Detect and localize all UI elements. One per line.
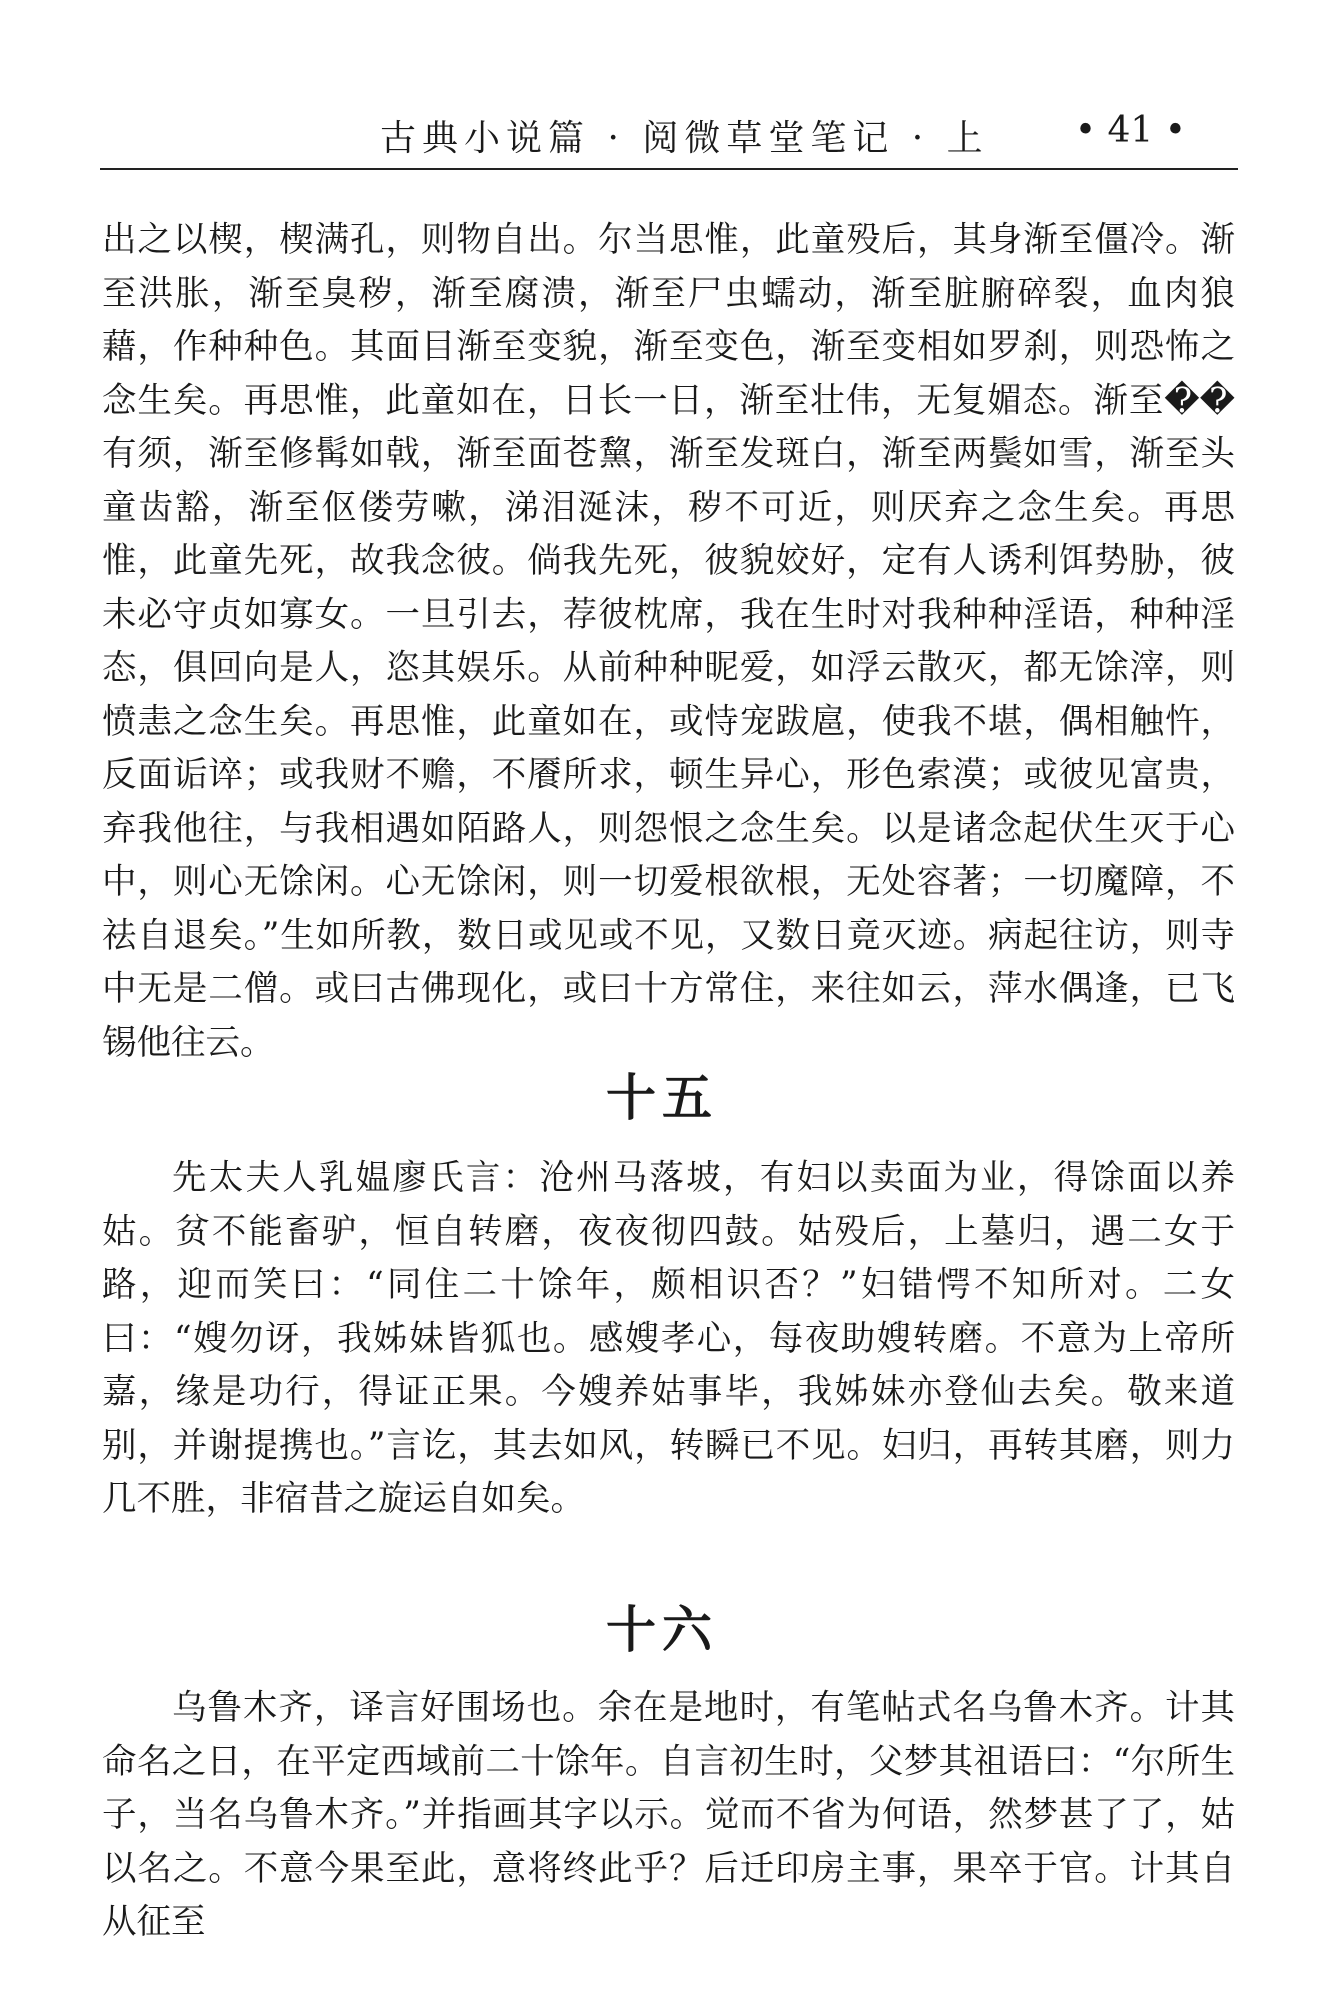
paragraph-continued: 出之以楔，楔满孔，则物自出。尔当思惟，此童殁后，其身渐至僵冷。渐至洪胀，渐至臭秽，渐至腐溃，渐至尸虫蠕动，渐至脏腑碎裂，血肉狼藉，作种种色。其面目渐至变貌，渐至变色，渐至变相如罗刹，则恐怖之念生矣。再思惟，此童如在，日长一日，渐至壮伟，无复媚态。渐至��有须，渐至修髯如戟，渐至面苍黧，渐至发斑白，渐至两鬓如雪，渐至头童齿豁，渐至伛偻劳嗽，涕泪涎沫，秽不可近，则厌弃之念生矣。再思惟，此童先死，故我念彼。倘我先死，彼貌姣好，定有人诱利饵势胁，彼未必守贞如寡女。一旦引去，荐彼枕席，我在生时对我种种淫语，种种淫态，俱回向是人，恣其娱乐。从前种种昵爱，如浮云散灭，都无馀滓，则愤恚之念生矣。再思惟，此童如在，或恃宠跋扈，使我不堪，偶相触忤，反面诟谇；或我财不赡，不餍所求，顿生异心，形色索漠；或彼见富贵，弃我他往，与我相遇如陌路人，则怨恨之念生矣。以是诸念起伏生灭于心中，则心无馀闲。心无馀闲，则一切爱根欲根，无处容著；一切魔障，不祛自退矣。”生如所教，数日或见或不见，又数日竟灭迹。病起往访，则寺中无是二僧。或曰古佛现化，或曰十方常住，来往如云，萍水偶逢，已飞锡他往云。 (102, 220, 1235, 1063)
running-header (100, 108, 1238, 170)
section-heading-15: 十五 (606, 1069, 718, 1127)
header-title: 古典小说篇 · 阅微草堂笔记 · 上 (380, 118, 989, 159)
paragraph-section-16: 乌鲁木齐，译言好围场也。余在是地时，有笔帖式名乌鲁木齐。计其命名之日，在平定西域前二十馀年。自言初生时，父梦其祖语曰：“尔所生子，当名乌鲁木齐。”并指画其字以示。觉而不省为何语，然梦甚了了，姑以名之。不意今果至此，意将终此乎？后迁印房主事，果卒于官。计其自从征至 (102, 1688, 1235, 1942)
page-number: • 41 • (1074, 110, 1186, 151)
section-heading-16: 十六 (606, 1601, 718, 1659)
paragraph-section-15: 先太夫人乳媪廖氏言：沧州马落坡，有妇以卖面为业，得馀面以养姑。贫不能畜驴，恒自转磨，夜夜彻四鼓。姑殁后，上墓归，遇二女于路，迎而笑曰：“同住二十馀年，颇相识否？”妇错愕不知所对。二女曰：“嫂勿讶，我姊妹皆狐也。感嫂孝心，每夜助嫂转磨。不意为上帝所嘉，缘是功行，得证正果。今嫂养姑事毕，我姊妹亦登仙去矣。敬来道别，并谢提携也。”言讫，其去如风，转瞬已不见。妇归，再转其磨，则力几不胜，非宿昔之旋运自如矣。 (102, 1158, 1235, 1519)
